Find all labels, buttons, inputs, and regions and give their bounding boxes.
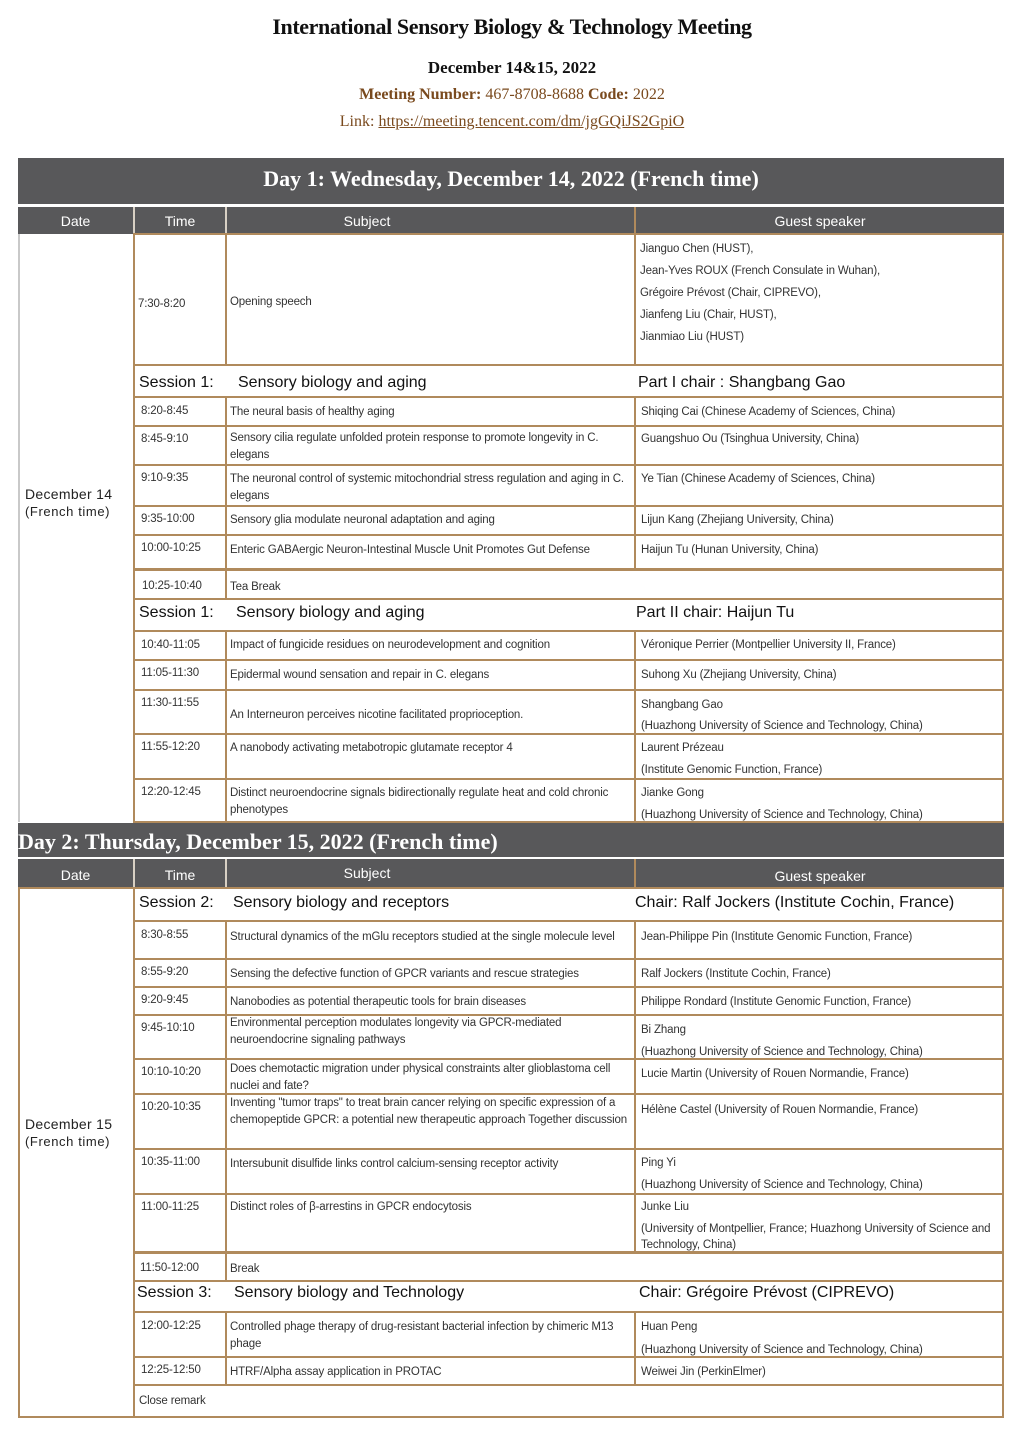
divider	[225, 1015, 227, 1059]
talk-subject: Nanobodies as potential therapeutic tools for brain diseases	[230, 996, 526, 1008]
divider	[634, 987, 636, 1015]
talk-subject: The neural basis of healthy aging	[230, 406, 395, 418]
divider	[634, 1094, 636, 1149]
talk-time: 9:45-10:10	[141, 1022, 195, 1034]
divider	[225, 234, 227, 365]
code-label: Code	[587, 86, 624, 103]
opening-speaker: Jianguo Chen (HUST),	[640, 243, 754, 255]
meeting-number: 467-8708-8688	[485, 86, 584, 103]
talk-time: 9:10-9:35	[141, 472, 189, 484]
talk-speaker-affiliation: (Huazhong University of Science and Technology, China)	[641, 720, 923, 732]
divider	[225, 779, 227, 822]
talk-speaker-affiliation: (Huazhong University of Science and Technology, China)	[641, 1046, 923, 1058]
talk-time: 8:20-8:45	[141, 405, 189, 417]
day2-date-cell	[25, 1115, 112, 1151]
divider	[634, 1357, 636, 1385]
day1-date-cell	[25, 485, 112, 521]
divider	[225, 632, 227, 660]
talk-subject: Distinct roles of β-arrestins in GPCR endocytosis	[230, 1201, 472, 1213]
col-subject: Subject	[343, 213, 391, 229]
day1-title-bar	[18, 158, 1004, 204]
talk-speaker: Lijun Kang (Zhejiang University, China)	[641, 514, 834, 526]
talk-subject: Distinct neuroendocrine signals bidirectionally regulate heat and cold chronic phenotypes	[230, 787, 609, 816]
col-time: Time	[164, 867, 196, 883]
talk-time: 11:55-12:20	[141, 741, 200, 753]
talk-subject: Sensory glia modulate neuronal adaptation and aging	[230, 514, 495, 526]
divider	[225, 690, 227, 734]
divider	[225, 1194, 227, 1252]
divider	[133, 630, 1004, 632]
meeting-link[interactable]: https://meeting.tencent.com/dm/jgGQiJS2GpiO	[378, 113, 685, 130]
talk-subject: Enteric GABAergic Neuron-Intestinal Muscle Unit Promotes Gut Defense	[230, 544, 590, 556]
talk-subject: The neuronal control of systemic mitochondrial stress regulation and aging in C. elegans	[230, 473, 624, 502]
tea-break-label: Tea Break	[230, 581, 281, 593]
divider	[225, 506, 227, 535]
divider	[133, 505, 1004, 507]
close-remark: Close remark	[139, 1395, 206, 1407]
talk-speaker: Jean-Philippe Pin (Institute Genomic Function, France)	[641, 931, 913, 943]
talk-speaker: Hélène Castel (University of Rouen Normandie, France)	[641, 1104, 919, 1116]
talk-speaker: Weiwei Jin (PerkinElmer)	[641, 1366, 766, 1378]
divider	[634, 506, 636, 535]
talk-time: 9:35-10:00	[141, 513, 195, 525]
divider	[18, 887, 1004, 889]
talk-time: 9:20-9:45	[141, 994, 189, 1006]
talk-speaker: Ralf Jockers (Institute Cochin, France)	[641, 968, 831, 980]
divider	[634, 734, 636, 779]
divider	[225, 465, 227, 506]
talk-subject: HTRF/Alpha assay application in PROTAC	[230, 1366, 442, 1378]
talk-subject: Intersubunit disulfide links control calcium-sensing receptor activity	[230, 1158, 559, 1170]
talk-speaker: Haijun Tu (Hunan University, China)	[641, 544, 819, 556]
talk-speaker: Huan Peng	[641, 1321, 698, 1333]
session1b-label: Session 1:	[139, 604, 214, 621]
talk-time: 10:00-10:25	[141, 542, 201, 554]
divider	[133, 778, 1004, 780]
divider	[225, 1059, 227, 1094]
talk-speaker: Jianke Gong	[641, 787, 704, 799]
divider	[133, 1193, 1004, 1195]
talk-subject: Sensory cilia regulate unfolded protein response to promote longevity in C. elegans	[230, 432, 599, 461]
talk-speaker: Philippe Rondard (Institute Genomic Function, France)	[641, 996, 912, 1008]
divider	[133, 233, 1004, 235]
session3-label: Session 3:	[137, 1284, 212, 1301]
talk-time: 8:55-9:20	[141, 966, 189, 978]
divider	[225, 1254, 227, 1281]
link-label: Link	[339, 113, 370, 130]
divider	[133, 425, 1004, 427]
talk-time: 10:35-11:00	[141, 1156, 200, 1168]
talk-speaker-affiliation: (University of Montpellier, France; Huazhong University of Science and Technology, China)	[641, 1223, 991, 1251]
divider	[634, 1313, 636, 1357]
meeting-number-label: Meeting Number	[359, 86, 476, 103]
divider	[133, 464, 1004, 466]
session1a-title: Sensory biology and aging	[238, 374, 427, 391]
tea-break-time: 10:25-10:40	[142, 580, 202, 592]
opening-speaker: Jean-Yves ROUX (French Consulate in Wuhan),	[640, 265, 881, 277]
divider	[634, 1059, 636, 1094]
divider	[225, 1313, 227, 1357]
talk-time: 8:45-9:10	[141, 433, 189, 445]
opening-speaker: Jianfeng Liu (Chair, HUST),	[640, 309, 777, 321]
talk-time: 12:20-12:45	[141, 786, 201, 798]
talk-time: 12:00-12:25	[141, 1320, 201, 1332]
opening-subject: Opening speech	[230, 296, 312, 308]
session1a-label: Session 1:	[139, 374, 214, 391]
divider	[1002, 888, 1004, 1418]
col-date: Date	[60, 867, 91, 883]
col-date: Date	[60, 213, 91, 229]
talk-subject: Environmental perception modulates longevity via GPCR-mediated neuroendocrine signaling pathways	[230, 1017, 562, 1046]
col-speaker: Guest speaker	[774, 868, 866, 884]
divider	[225, 535, 227, 569]
talk-time: 12:25-12:50	[141, 1364, 201, 1376]
talk-speaker: Lucie Martin (University of Rouen Normandie, France)	[641, 1068, 909, 1080]
divider	[225, 660, 227, 690]
divider	[225, 571, 227, 598]
meeting-info: Meeting Number: 467-8708-8688 Code: 2022	[359, 86, 665, 103]
talk-speaker-affiliation: (Huazhong University of Science and Technology, China)	[641, 1344, 923, 1356]
col-speaker: Guest speaker	[774, 213, 866, 229]
divider	[133, 569, 1004, 571]
session3-title: Sensory biology and Technology	[234, 1284, 465, 1301]
talk-subject: Inventing "tumor traps" to treat brain cancer relying on specific expression of a chemopeptide GPCR: a potential new therapeutic approach Together discussion	[230, 1097, 628, 1126]
divider	[634, 426, 636, 465]
divider	[133, 1280, 1004, 1282]
talk-speaker: Bi Zhang	[641, 1024, 686, 1036]
talk-subject: Impact of fungicide residues on neurodevelopment and cognition	[230, 639, 550, 651]
meeting-dates: December 14&15, 2022	[427, 58, 597, 77]
meeting-link-line: Link: https://meeting.tencent.com/dm/jgGQiJS2GpiO	[339, 113, 685, 130]
talk-time: 10:10-10:20	[141, 1066, 201, 1078]
opening-time: 7:30-8:20	[138, 298, 186, 310]
divider	[225, 1357, 227, 1385]
divider	[133, 986, 1004, 988]
talk-speaker: Véronique Perrier (Montpellier University II, France)	[641, 639, 896, 651]
session3-chair: Chair: Grégoire Prévost (CIPREVO)	[639, 1284, 895, 1301]
divider	[225, 398, 227, 426]
talk-subject: A nanobody activating metabotropic glutamate receptor 4	[230, 742, 513, 754]
session2-title: Sensory biology and receptors	[233, 894, 450, 911]
session1a-chair: Part I chair : Shangbang Gao	[638, 374, 846, 391]
divider	[133, 733, 1004, 735]
divider	[133, 920, 1004, 922]
divider	[634, 779, 636, 822]
talk-subject: Controlled phage therapy of drug-resistant bacterial infection by chimeric M13 phage	[230, 1321, 614, 1350]
divider	[225, 1094, 227, 1149]
divider	[133, 689, 1004, 691]
talk-subject: Sensing the defective function of GPCR variants and rescue strategies	[230, 968, 579, 980]
day2-title-bar	[18, 823, 1004, 857]
day2-title: Day 2: Thursday, December 15, 2022 (French time)	[18, 829, 498, 854]
divider	[634, 660, 636, 690]
talk-speaker: Shangbang Gao	[641, 699, 723, 711]
talk-speaker-affiliation: (Huazhong University of Science and Technology, China)	[641, 809, 923, 821]
day1-title: Day 1: Wednesday, December 14, 2022 (French time)	[263, 166, 759, 191]
date-column-border	[18, 234, 20, 822]
divider	[634, 1015, 636, 1059]
day2-date: December 15	[25, 1116, 113, 1132]
divider	[225, 987, 227, 1015]
talk-speaker: Ye Tian (Chinese Academy of Sciences, China)	[641, 473, 875, 485]
day1-date-sub: (French time)	[25, 504, 111, 519]
divider	[133, 1148, 1004, 1150]
page-title: International Sensory Biology & Technology Meeting	[272, 14, 752, 39]
talk-subject: An Interneuron perceives nicotine facilitated proprioception.	[230, 709, 524, 721]
day1-date: December 14	[25, 486, 113, 502]
divider	[634, 465, 636, 506]
divider	[225, 959, 227, 987]
divider	[18, 888, 20, 1418]
talk-subject: Structural dynamics of the mGlu receptors studied at the single molecule level	[230, 931, 615, 943]
divider	[634, 1194, 636, 1252]
divider	[225, 1149, 227, 1194]
divider	[133, 364, 1004, 366]
session2-label: Session 2:	[139, 894, 214, 911]
talk-subject: Does chemotactic migration under physical constraints alter glioblastoma cell nuclei and fate?	[230, 1063, 611, 1092]
session1b-chair: Part II chair: Haijun Tu	[636, 604, 795, 621]
divider	[133, 396, 1004, 398]
divider	[225, 734, 227, 779]
divider	[634, 922, 636, 959]
talk-speaker: Shiqing Cai (Chinese Academy of Sciences, China)	[641, 406, 896, 418]
talk-speaker: Laurent Prézeau	[641, 742, 724, 754]
divider	[133, 1252, 1004, 1254]
talk-time: 10:20-10:35	[141, 1101, 201, 1113]
talk-speaker-affiliation: (Institute Genomic Function, France)	[641, 764, 823, 776]
divider	[133, 1311, 1004, 1313]
talk-speaker: Junke Liu	[641, 1201, 689, 1213]
talk-speaker: Suhong Xu (Zhejiang University, China)	[641, 669, 837, 681]
divider	[634, 234, 636, 365]
opening-speaker: Jianmiao Liu (HUST)	[640, 331, 744, 343]
break-time: 11:50-12:00	[140, 1262, 199, 1274]
divider	[634, 535, 636, 569]
talk-time: 11:00-11:25	[141, 1201, 200, 1213]
divider	[634, 959, 636, 987]
col-time: Time	[164, 213, 196, 229]
talk-subject: Epidermal wound sensation and repair in C. elegans	[230, 669, 490, 681]
col-subject: Subject	[343, 865, 391, 881]
talk-time: 11:05-11:30	[141, 667, 200, 679]
divider	[634, 690, 636, 734]
session2-chair: Chair: Ralf Jockers (Institute Cochin, France)	[635, 894, 955, 911]
opening-speaker: Grégoire Prévost (Chair, CIPREVO),	[640, 287, 821, 299]
talk-speaker-affiliation: (Huazhong University of Science and Technology, China)	[641, 1179, 923, 1191]
divider	[133, 1384, 1004, 1386]
talk-time: 8:30-8:55	[141, 929, 189, 941]
talk-time: 11:30-11:55	[141, 697, 200, 709]
divider	[133, 598, 1004, 600]
talk-speaker: Ping Yi	[641, 1157, 676, 1169]
talk-time: 10:40-11:05	[141, 639, 200, 651]
divider	[225, 426, 227, 465]
divider	[133, 1356, 1004, 1358]
divider	[18, 1416, 1004, 1418]
meeting-code: 2022	[632, 86, 665, 103]
divider	[133, 659, 1004, 661]
divider	[634, 632, 636, 660]
break-label: Break	[230, 1263, 260, 1275]
divider	[225, 922, 227, 959]
divider	[634, 1149, 636, 1194]
divider	[133, 1058, 1004, 1060]
divider	[634, 398, 636, 426]
day2-date-sub: (French time)	[25, 1134, 111, 1149]
divider	[133, 534, 1004, 536]
divider	[133, 888, 135, 1418]
session1b-title: Sensory biology and aging	[236, 604, 425, 621]
divider	[133, 958, 1004, 960]
talk-speaker: Guangshuo Ou (Tsinghua University, China)	[641, 433, 859, 445]
